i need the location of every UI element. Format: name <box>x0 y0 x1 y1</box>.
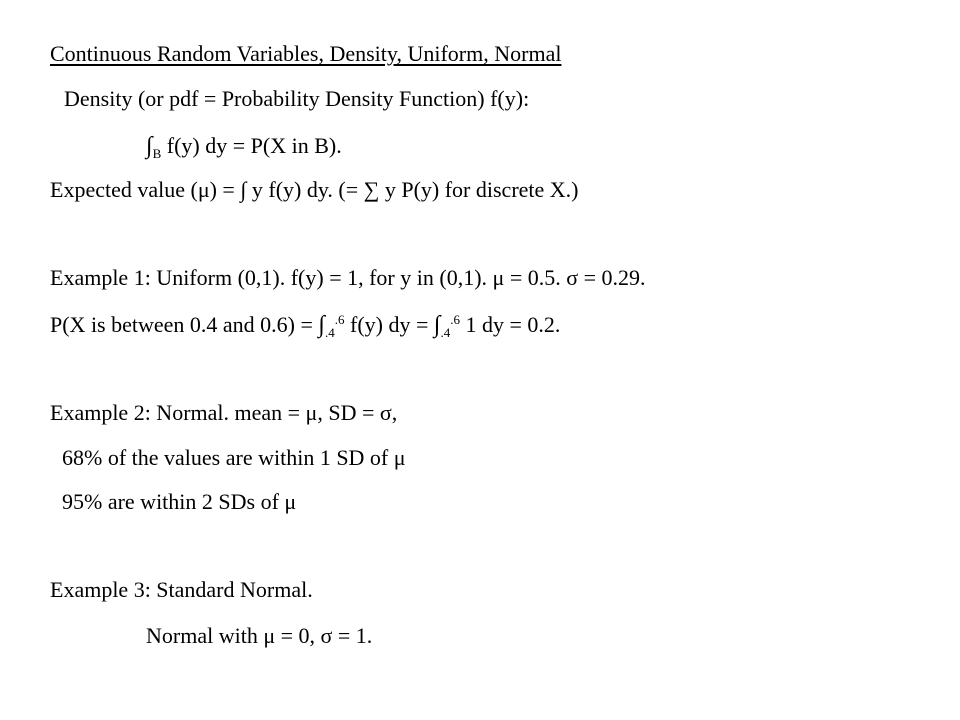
example2-95-percent: 95% are within 2 SDs of μ <box>62 489 297 514</box>
example1-probability <box>50 312 561 340</box>
integral-expression: 1 dy = 0.2. <box>459 312 561 337</box>
integral-upper-limit: .6 <box>334 312 345 327</box>
page-title: Continuous Random Variables, Density, Uniform, Normal <box>50 41 562 66</box>
example3-line: Example 3: Standard Normal. <box>50 577 313 602</box>
integral-expression: f(y) dy = P(X in B). <box>161 133 342 158</box>
integral-symbol: ∫ <box>318 312 325 338</box>
integral-lower-limit: .4 <box>325 325 335 340</box>
expected-value-line: Expected value (μ) = ∫ y f(y) dy. (= ∑ y P(y) for discrete X.) <box>50 177 579 202</box>
integral-symbol: ∫ <box>146 133 153 159</box>
probability-start: P(X is between 0.4 and 0.6) = <box>50 312 319 337</box>
integral-subscript: B <box>152 146 162 161</box>
density-integral <box>146 133 342 161</box>
integral-expression: f(y) dy = <box>344 312 434 337</box>
example2-68-percent: 68% of the values are within 1 SD of μ <box>62 445 406 470</box>
example3-definition: Normal with μ = 0, σ = 1. <box>146 623 373 648</box>
density-definition: Density (or pdf = Probability Density Function) f(y): <box>64 86 530 111</box>
example2-line: Example 2: Normal. mean = μ, SD = σ, <box>50 400 398 425</box>
integral-lower-limit: .4 <box>440 325 451 340</box>
integral-symbol: ∫ <box>433 312 441 338</box>
example1-line: Example 1: Uniform (0,1). f(y) = 1, for y in (0,1). μ = 0.5. σ = 0.29. <box>50 265 646 290</box>
integral-upper-limit: .6 <box>450 312 460 327</box>
